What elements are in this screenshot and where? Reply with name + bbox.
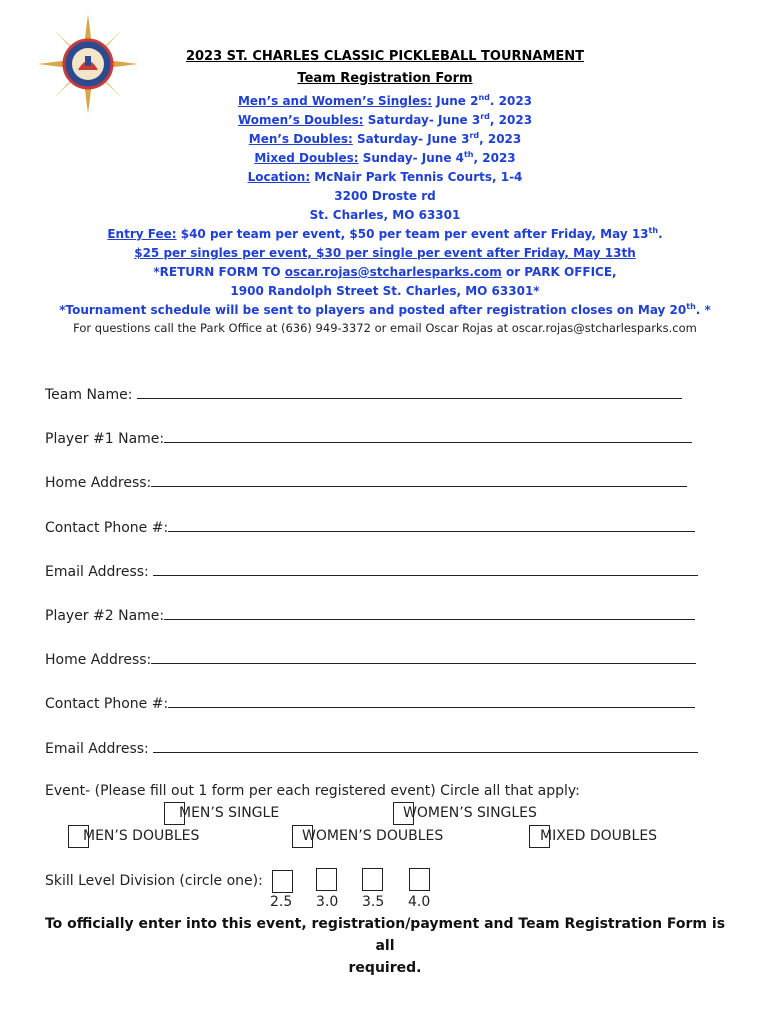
return-suffix: or PARK OFFICE, bbox=[501, 265, 617, 279]
questions-note: For questions call the Park Office at (636) 949-3372 or email Oscar Rojas at oscar.rojas@stcharlesparks.com bbox=[73, 321, 697, 335]
mixed-doubles-schedule bbox=[20, 151, 750, 165]
womens-doubles-date: Saturday- June 3 bbox=[363, 113, 481, 127]
email-address-1-field[interactable] bbox=[45, 562, 698, 581]
team-name-field[interactable] bbox=[45, 385, 682, 404]
player2-name-line[interactable] bbox=[164, 606, 695, 620]
email-address-2-line[interactable] bbox=[153, 739, 698, 753]
home-address-2-line[interactable] bbox=[151, 650, 696, 664]
schedule-note-end: . * bbox=[695, 303, 711, 317]
footer-notice bbox=[40, 913, 730, 979]
skill-level-3-0: 3.0 bbox=[316, 894, 339, 910]
contact-phone-2-label: Contact Phone #: bbox=[45, 696, 169, 712]
contact-phone-1-line[interactable] bbox=[168, 518, 695, 532]
home-address-1-label: Home Address: bbox=[45, 475, 152, 491]
skill-level-label: Skill Level Division (circle one): bbox=[45, 873, 263, 889]
womens-doubles-sup: rd bbox=[480, 112, 490, 121]
player1-name-field[interactable] bbox=[45, 429, 692, 448]
email-address-2-field[interactable] bbox=[45, 739, 698, 758]
schedule-note-sup: th bbox=[686, 302, 696, 311]
location bbox=[20, 170, 750, 184]
return-email-link[interactable]: oscar.rojas@stcharlesparks.com bbox=[284, 265, 502, 279]
email-address-1-label: Email Address: bbox=[45, 564, 154, 580]
skill-3-5-checkbox[interactable] bbox=[362, 868, 383, 891]
mens-doubles-date: Saturday- June 3 bbox=[352, 132, 470, 146]
singles-schedule bbox=[20, 94, 750, 108]
player2-name-field[interactable] bbox=[45, 606, 695, 625]
entry-fee-end: . bbox=[658, 227, 663, 241]
skill-level-2-5: 2.5 bbox=[270, 894, 293, 910]
womens-doubles-label: WOMEN’S DOUBLES bbox=[302, 828, 444, 844]
womens-singles-label: WOMEN’S SINGLES bbox=[403, 805, 537, 821]
skill-4-0-checkbox[interactable] bbox=[409, 868, 430, 891]
skill-level-4-0: 4.0 bbox=[408, 894, 431, 910]
email-address-1-line[interactable] bbox=[153, 562, 698, 576]
mixed-sup: th bbox=[463, 150, 474, 159]
skill-3-0-checkbox[interactable] bbox=[316, 868, 337, 891]
schedule-note-text: *Tournament schedule will be sent to players and posted after registration closes on May 20 bbox=[59, 303, 687, 317]
team-name-line[interactable] bbox=[137, 385, 682, 399]
home-address-2-label: Home Address: bbox=[45, 652, 152, 668]
home-address-1-line[interactable] bbox=[151, 473, 687, 487]
mens-single-label: MEN’S SINGLE bbox=[179, 805, 280, 821]
player1-name-label: Player #1 Name: bbox=[45, 431, 165, 447]
mixed-label: Mixed Doubles: bbox=[254, 151, 359, 165]
singles-fee: $25 per singles per event, $30 per single per event after Friday, May 13th bbox=[134, 246, 636, 260]
contact-phone-2-field[interactable] bbox=[45, 694, 695, 713]
home-address-2-field[interactable] bbox=[45, 650, 696, 669]
singles-date: June 2 bbox=[432, 94, 479, 108]
return-prefix: *RETURN FORM TO bbox=[153, 265, 285, 279]
entry-fee bbox=[20, 227, 750, 241]
contact-phone-1-field[interactable] bbox=[45, 518, 695, 537]
singles-year: . 2023 bbox=[489, 94, 533, 108]
team-name-label: Team Name: bbox=[45, 387, 137, 403]
address-line2: St. Charles, MO 63301 bbox=[309, 208, 461, 222]
address-line1: 3200 Droste rd bbox=[334, 189, 436, 203]
mens-doubles-schedule bbox=[20, 132, 750, 146]
womens-doubles-year: , 2023 bbox=[489, 113, 533, 127]
contact-phone-2-line[interactable] bbox=[168, 694, 695, 708]
mixed-doubles-label: MIXED DOUBLES bbox=[540, 828, 658, 844]
womens-doubles-schedule bbox=[20, 113, 750, 127]
return-form bbox=[20, 265, 750, 279]
entry-fee-label: Entry Fee: bbox=[107, 227, 177, 241]
footer-line1: To officially enter into this event, registration/payment and Team Registration Form is all bbox=[44, 916, 726, 954]
player2-name-label: Player #2 Name: bbox=[45, 608, 165, 624]
skill-2-5-checkbox[interactable] bbox=[272, 870, 293, 893]
mixed-year: , 2023 bbox=[473, 151, 516, 165]
mens-doubles-label: MEN’S DOUBLES bbox=[83, 828, 200, 844]
home-address-1-field[interactable] bbox=[45, 473, 687, 492]
player1-name-line[interactable] bbox=[164, 429, 692, 443]
mens-doubles-label: Men’s Doubles: bbox=[248, 132, 353, 146]
form-subtitle: Team Registration Form bbox=[297, 71, 473, 86]
form-title: 2023 ST. CHARLES CLASSIC PICKLEBALL TOURNAMENT bbox=[185, 49, 585, 64]
entry-fee-sup: th bbox=[648, 226, 659, 235]
event-instruction: Event- (Please fill out 1 form per each registered event) Circle all that apply: bbox=[45, 783, 580, 799]
email-address-2-label: Email Address: bbox=[45, 741, 154, 757]
mens-doubles-sup: rd bbox=[469, 131, 480, 140]
singles-sup: nd bbox=[478, 93, 490, 102]
schedule-note bbox=[20, 303, 750, 317]
location-value: McNair Park Tennis Courts, 1-4 bbox=[310, 170, 523, 184]
location-label: Location: bbox=[247, 170, 311, 184]
office-address: 1900 Randolph Street St. Charles, MO 63301* bbox=[230, 284, 540, 298]
contact-phone-1-label: Contact Phone #: bbox=[45, 520, 169, 536]
mixed-date: Sunday- June 4 bbox=[358, 151, 464, 165]
mens-doubles-year: , 2023 bbox=[479, 132, 522, 146]
footer-line2: required. bbox=[348, 960, 422, 976]
womens-doubles-label: Women’s Doubles: bbox=[237, 113, 364, 127]
singles-label: Men’s and Women’s Singles: bbox=[237, 94, 433, 108]
skill-level-3-5: 3.5 bbox=[362, 894, 385, 910]
entry-fee-value: $40 per team per event, $50 per team per event after Friday, May 13 bbox=[176, 227, 649, 241]
